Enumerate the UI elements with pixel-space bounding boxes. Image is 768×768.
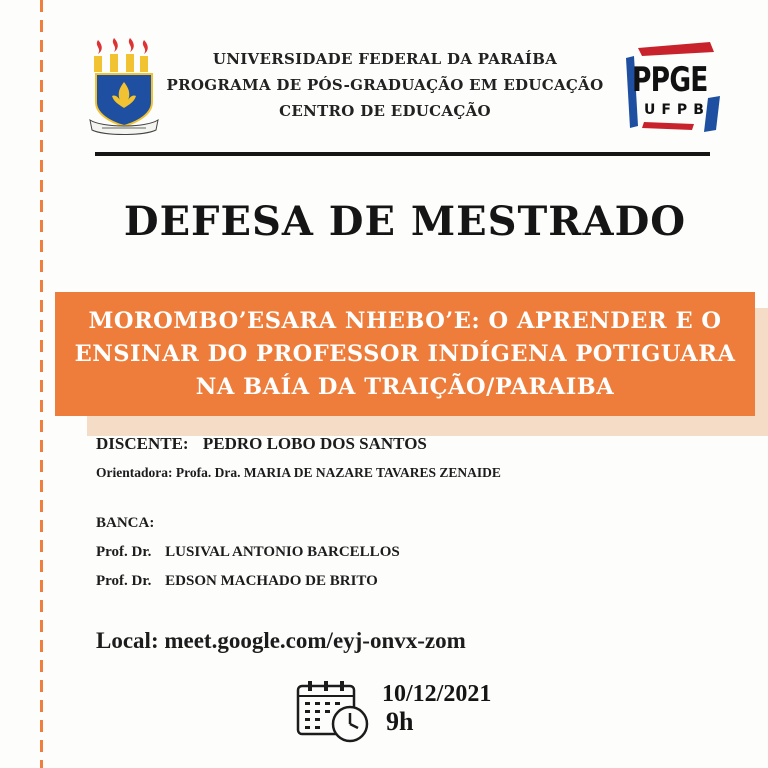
thesis-title-line: NA BAÍA DA TRAIÇÃO/PARAIBA <box>195 373 615 400</box>
meeting-location[interactable]: Local: meet.google.com/eyj-onvx-zom <box>96 628 466 653</box>
orientadora-label: Orientadora: Profa. Dra. <box>96 465 241 480</box>
banca-label: BANCA: <box>96 515 155 531</box>
thesis-title-line: ENSINAR DO PROFESSOR INDÍGENA POTIGUARA <box>74 340 736 367</box>
banca-member <box>96 544 400 561</box>
calendar-clock-icon <box>296 680 372 744</box>
header-center: CENTRO DE EDUCAÇÃO <box>279 102 491 120</box>
banca-member-name: EDSON MACHADO DE BRITO <box>165 573 378 589</box>
event-time: 9h <box>386 707 414 736</box>
discente-label: DISCENTE: <box>96 434 189 453</box>
orientadora-line <box>96 465 501 481</box>
ppge-ufpb-logo <box>624 38 724 132</box>
header-program: PROGRAMA DE PÓS-GRADUAÇÃO EM EDUCAÇÃO <box>166 76 604 94</box>
event-title: DEFESA DE MESTRADO <box>123 198 687 245</box>
discente-name: PEDRO LOBO DOS SANTOS <box>202 434 427 453</box>
dashed-border-line <box>40 0 43 768</box>
institution-header <box>150 46 620 124</box>
logo-ppge-text: PPGE <box>632 60 708 100</box>
discente-line <box>96 434 427 454</box>
banca-member-title: Prof. Dr. <box>96 544 152 560</box>
banca-member <box>96 573 378 590</box>
thesis-title <box>60 305 750 404</box>
header-divider <box>95 152 710 156</box>
header-university: UNIVERSIDADE FEDERAL DA PARAÍBA <box>212 50 558 68</box>
banca-member-title: Prof. Dr. <box>96 573 152 589</box>
event-date: 10/12/2021 <box>382 681 492 707</box>
logo-ufpb-text: UFPB <box>644 102 710 118</box>
banca-member-name: LUSIVAL ANTONIO BARCELLOS <box>165 544 400 560</box>
thesis-title-band <box>55 292 755 416</box>
thesis-title-line: MOROMBO’ESARA NHEBO’E: O APRENDER E O <box>88 307 722 334</box>
orientadora-name: MARIA DE NAZARE TAVARES ZENAIDE <box>243 465 501 480</box>
